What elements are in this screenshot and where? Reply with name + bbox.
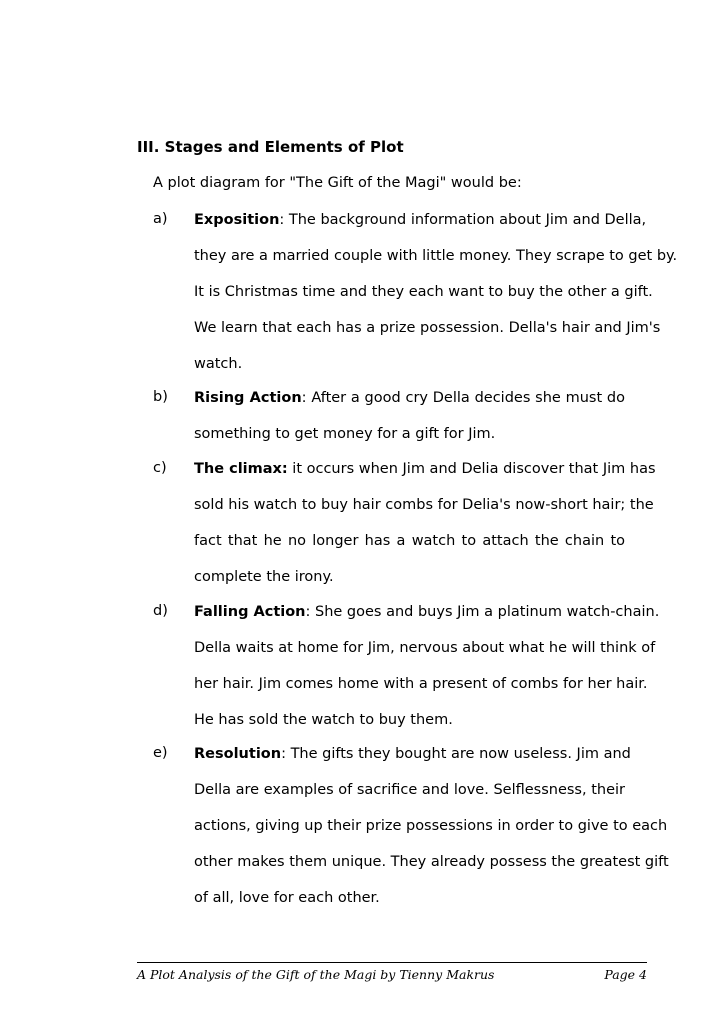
item-line: The climax: it occurs when Jim and Delia discover that Jim has [194,461,656,477]
section-heading: III. Stages and Elements of Plot [137,138,404,156]
item-term: Exposition [194,212,280,228]
intro-sentence: A plot diagram for "The Gift of the Magi" would be: [153,175,522,191]
footer-title: A Plot Analysis of the Gift of the Magi by Tienny Makrus [137,967,495,982]
item-marker: c) [153,460,167,476]
item-marker: e) [153,745,168,761]
item-marker: b) [153,389,168,405]
page-number: Page 4 [604,967,647,982]
item-term: Rising Action [194,390,302,406]
item-line: Della waits at home for Jim, nervous about what he will think of [194,640,656,656]
item-line: Exposition: The background information about Jim and Della, [194,212,647,228]
item-line: complete the irony. [194,569,334,585]
item-marker: a) [153,211,168,227]
item-line: actions, giving up their prize possessions in order to give to each [194,818,668,834]
item-line: Rising Action: After a good cry Della decides she must do [194,390,625,406]
item-marker: d) [153,603,168,619]
item-term: The climax: [194,461,288,477]
item-line: of all, love for each other. [194,890,380,906]
item-line: fact that he no longer has a watch to attach the chain to [194,533,625,549]
item-line: watch. [194,356,243,372]
item-line: something to get money for a gift for Jim. [194,426,496,442]
item-line: Resolution: The gifts they bought are now useless. Jim and [194,746,631,762]
item-line: her hair. Jim comes home with a present of combs for her hair. [194,676,648,692]
item-line: sold his watch to buy hair combs for Delia's now-short hair; the [194,497,654,513]
item-term: Resolution [194,746,282,762]
item-line: We learn that each has a prize possession. Della's hair and Jim's [194,320,661,336]
item-line: they are a married couple with little money. They scrape to get by. [194,248,678,264]
footer-divider [137,962,647,963]
item-line: Della are examples of sacrifice and love. Selflessness, their [194,782,625,798]
item-line: Falling Action: She goes and buys Jim a platinum watch-chain. [194,604,660,620]
item-term: Falling Action [194,604,306,620]
item-line: He has sold the watch to buy them. [194,712,453,728]
item-line: It is Christmas time and they each want to buy the other a gift. [194,284,653,300]
item-line: other makes them unique. They already possess the greatest gift [194,854,669,870]
